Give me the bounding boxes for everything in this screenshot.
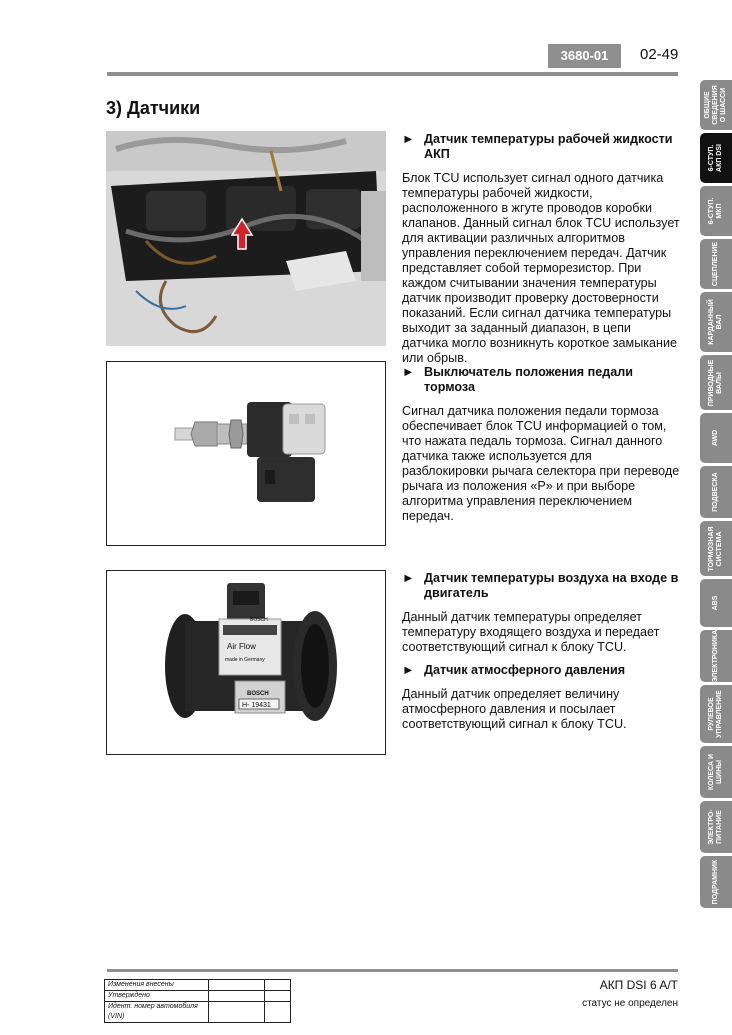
bullet-arrow-icon: ► (402, 571, 415, 585)
bullet-arrow-icon: ► (402, 132, 415, 146)
block-air-temp (402, 571, 680, 655)
side-tab-brakes[interactable] (700, 521, 732, 576)
photo-fluid-temp-sensor (106, 131, 386, 346)
side-tab-mt[interactable] (700, 186, 732, 236)
document-code: 3680-01 (548, 44, 621, 68)
page-number: 02-49 (640, 46, 679, 63)
side-tab-label: AWD (712, 429, 719, 447)
block-heading: ► Датчик температуры рабочей жидкости АКП (402, 132, 673, 161)
side-tab-label: ПРИВОДНЫЕ ВАЛЫ (708, 359, 723, 406)
bullet-arrow-icon: ► (402, 365, 415, 379)
side-tab-wheels[interactable] (700, 746, 732, 798)
side-tab-clutch[interactable] (700, 239, 732, 289)
photo-label-made: made in Germany (225, 657, 265, 663)
side-tab-power[interactable] (700, 801, 732, 853)
side-tab-label: 6-СТУП. АКП DSI (708, 144, 723, 172)
side-tab-suspension[interactable] (700, 466, 732, 518)
photo-label-brand2: BOSCH (247, 691, 269, 697)
block-text: Данный датчик температуры определяет температуру входящего воздуха и передает соответствующий сигнал к блоку TCU. (402, 610, 660, 654)
bullet-arrow-icon: ► (402, 663, 415, 677)
block-fluid-temp (402, 132, 680, 366)
footer-status: статус не определен (582, 998, 678, 1009)
footer-model: АКП DSI 6 A/T (599, 978, 678, 992)
side-tab-general[interactable] (700, 80, 732, 130)
block-baro (402, 663, 680, 732)
footer-cell: Изменения внесены (105, 980, 209, 991)
side-tab-label: ЭЛЕКТРОНИКА (712, 630, 719, 682)
table-row (105, 980, 291, 991)
footer-rule (107, 969, 678, 972)
side-tab-label: 6-СТУП. МКП (708, 197, 723, 225)
photo-brake-switch (106, 361, 386, 546)
block-text: Сигнал датчика положения педали тормоза обеспечивает блок TCU информацией о том, что нажата педаль тормоза. Сигнал данного датчика также используется для разблокировки рычага селектора при переводе рычага из положения «P» и при выборе алгоритма управления переключением передач. (402, 404, 680, 523)
block-heading: ► Датчик атмосферного давления (402, 663, 626, 677)
side-tab-label: ПОДРАМНИК (712, 859, 719, 905)
side-tab-label: ОБЩИЕ СВЕДЕНИЯ О ШАССИ (704, 85, 727, 125)
side-tab-driveshafts[interactable] (700, 355, 732, 410)
section-title: 3) Датчики (106, 98, 201, 118)
footer-cell: Идент. номер автомобиля (VIN) (105, 1002, 209, 1023)
photo-air-flow-sensor (106, 570, 386, 755)
block-text: Данный датчик определяет величину атмосферного давления и посылает соответствующий сигнал к блоку TCU. (402, 687, 627, 731)
block-heading: ► Выключатель положения педали тормоза (402, 365, 633, 394)
side-tab-label: РУЛЕВОЕ УПРАВЛЕНИЕ (708, 690, 723, 738)
side-tab-steering[interactable] (700, 685, 732, 743)
photo-label-brand: BOSCH (250, 617, 268, 623)
side-tab-label: ABS (712, 595, 719, 611)
photo-label-airflow: Air Flow (227, 642, 256, 651)
side-tab-propshaft[interactable] (700, 292, 732, 352)
block-brake-switch (402, 365, 680, 524)
photo-label-code: H- 19431 (242, 702, 271, 709)
side-tab-label: КАРДАННЫЙ ВАЛ (708, 299, 723, 345)
footer-cell: Утверждено (105, 991, 209, 1002)
block-text: Блок TCU использует сигнал одного датчика температуры рабочей жидкости, расположенного в жгуте проводов коробки клапанов. Данный сигнал блок TCU использует для активации различных алгоритмов управления переключением передач. Датчик представляет собой терморезистор. При каждом считывании значения температуры датчик производит проверку достоверности показаний. Если сигнал датчика температуры выходит за заданный диапазон, в цепи датчика могло возникнуть короткое замыкание или обрыв. (402, 171, 680, 365)
side-tab-label: ПОДВЕСКА (712, 472, 719, 512)
side-tab-abs[interactable] (700, 579, 732, 627)
table-row (105, 1002, 291, 1023)
footer-approval-table (104, 979, 291, 1023)
table-row (105, 991, 291, 1002)
side-tab-label: СЦЕПЛЕНИЕ (712, 241, 719, 287)
side-tab-label: ЭЛЕКТРО- ПИТАНИЕ (708, 809, 723, 845)
side-tab-label: КОЛЕСА И ШИНЫ (708, 753, 723, 791)
side-tab-label: ТОРМОЗНАЯ СИСТЕМА (708, 526, 723, 571)
header-rule (107, 72, 678, 76)
side-tab-awd[interactable] (700, 413, 732, 463)
block-heading: ► Датчик температуры воздуха на входе в двигатель (402, 571, 679, 600)
side-tab-electronics[interactable] (700, 630, 732, 682)
side-tab-dsi-at[interactable] (700, 133, 732, 183)
side-tab-subframe[interactable] (700, 856, 732, 908)
